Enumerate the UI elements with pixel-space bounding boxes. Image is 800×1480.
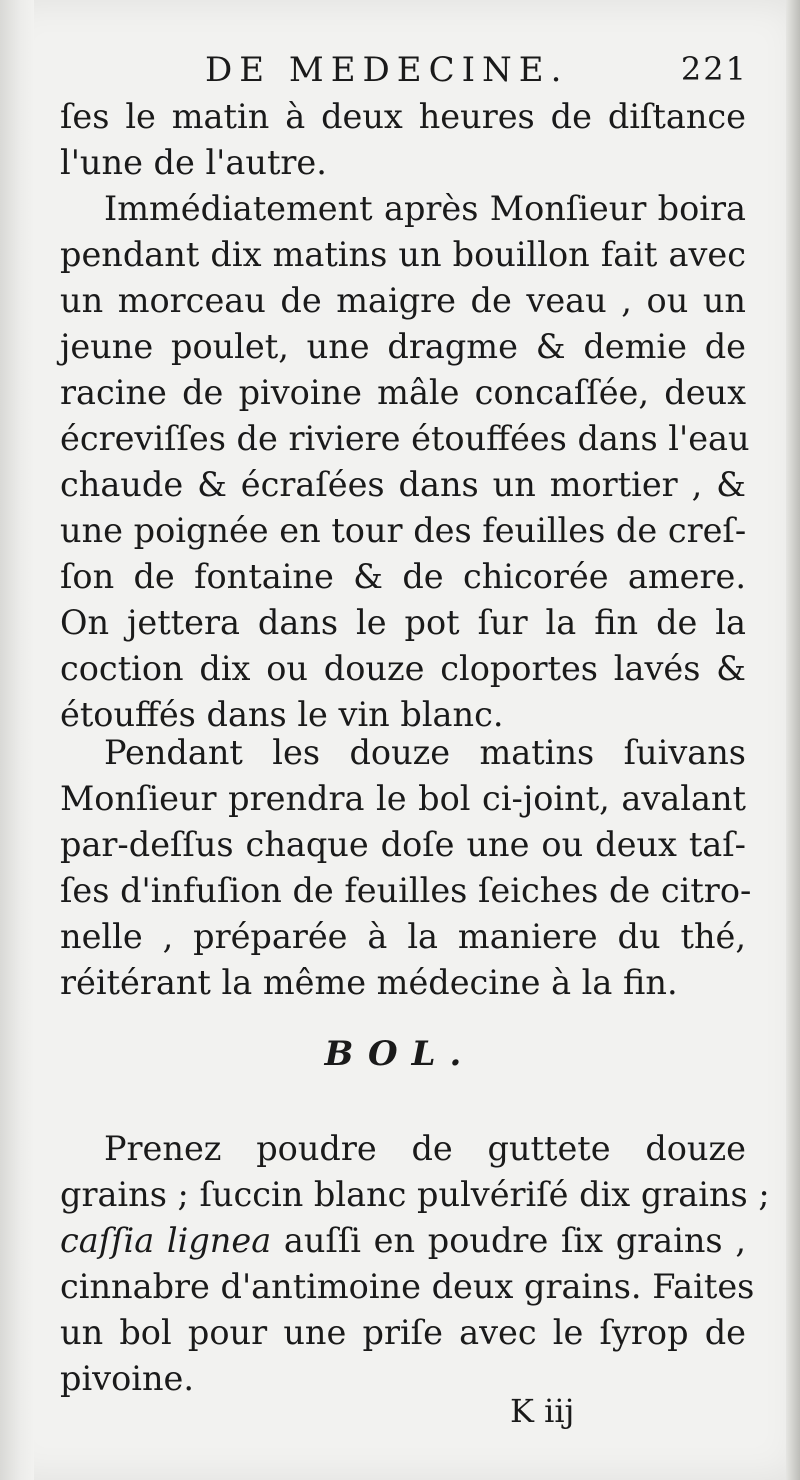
- page-header: [205, 44, 748, 94]
- paragraph-bol-recipe: [60, 1126, 770, 1402]
- text-line: réitérant la même médecine à la fin.: [60, 963, 678, 1002]
- text-line: écreviſſes de riviere étouffées dans l'eau: [60, 419, 750, 458]
- page-gutter-shadow: [0, 0, 34, 1480]
- text-line: Monſieur prendra le bol ci-joint, avalant: [60, 779, 746, 818]
- text-fragment: auſſi en poudre ſix grains ,: [271, 1221, 746, 1260]
- text-line: pivoine.: [60, 1359, 195, 1398]
- text-line: racine de pivoine mâle concaſſée, deux: [60, 373, 746, 412]
- text-line: cinnabre d'antimoine deux grains. Faites: [60, 1267, 755, 1306]
- paragraph-bouillon: [60, 186, 750, 738]
- text-line: ſes le matin à deux heures de diſtance: [60, 97, 746, 136]
- text-line-mixed: [60, 1218, 746, 1264]
- text-line: coction dix ou douze cloportes lavés &: [60, 649, 746, 688]
- text-line: une poignée en tour des feuilles de creſ-: [60, 511, 747, 550]
- text-line: On jettera dans le pot ſur la fin de la: [60, 603, 746, 642]
- text-line: jeune poulet, une dragme & demie de: [60, 327, 746, 366]
- text-line: l'une de l'autre.: [60, 143, 327, 182]
- page-number: 221: [680, 50, 748, 88]
- page-edge-shadow: [786, 0, 800, 1480]
- text-line: un morceau de maigre de veau , ou un: [60, 281, 746, 320]
- text-line: un bol pour une priſe avec le ſyrop de: [60, 1313, 746, 1352]
- text-line: Immédiatement après Monſieur boira: [104, 189, 746, 228]
- italic-term: caſſia lignea: [60, 1221, 272, 1260]
- signature-mark: K iij: [510, 1392, 575, 1430]
- running-title: DE MEDECINE.: [205, 50, 569, 90]
- text-line: Pendant les douze matins ſuivans: [104, 733, 746, 772]
- text-line: ſon de fontaine & de chicorée amere.: [60, 557, 746, 596]
- text-line: étouffés dans le vin blanc.: [60, 695, 504, 734]
- text-line: par-deſſus chaque doſe une ou deux taſ-: [60, 825, 746, 864]
- text-line: nelle , préparée à la maniere du thé,: [60, 917, 746, 956]
- text-line: chaude & écraſées dans un mortier , &: [60, 465, 746, 504]
- paragraph-continuation: [60, 94, 746, 186]
- text-line: ſes d'infuſion de feuilles ſeiches de citro-: [60, 871, 752, 910]
- text-line: grains ; ſuccin blanc pulvériſé dix grains ;: [60, 1175, 770, 1214]
- section-title: BOL.: [324, 1034, 476, 1074]
- paragraph-pendant: [60, 730, 752, 1006]
- text-line: Prenez poudre de guttete douze: [104, 1129, 746, 1168]
- text-line: pendant dix matins un bouillon fait avec: [60, 235, 746, 274]
